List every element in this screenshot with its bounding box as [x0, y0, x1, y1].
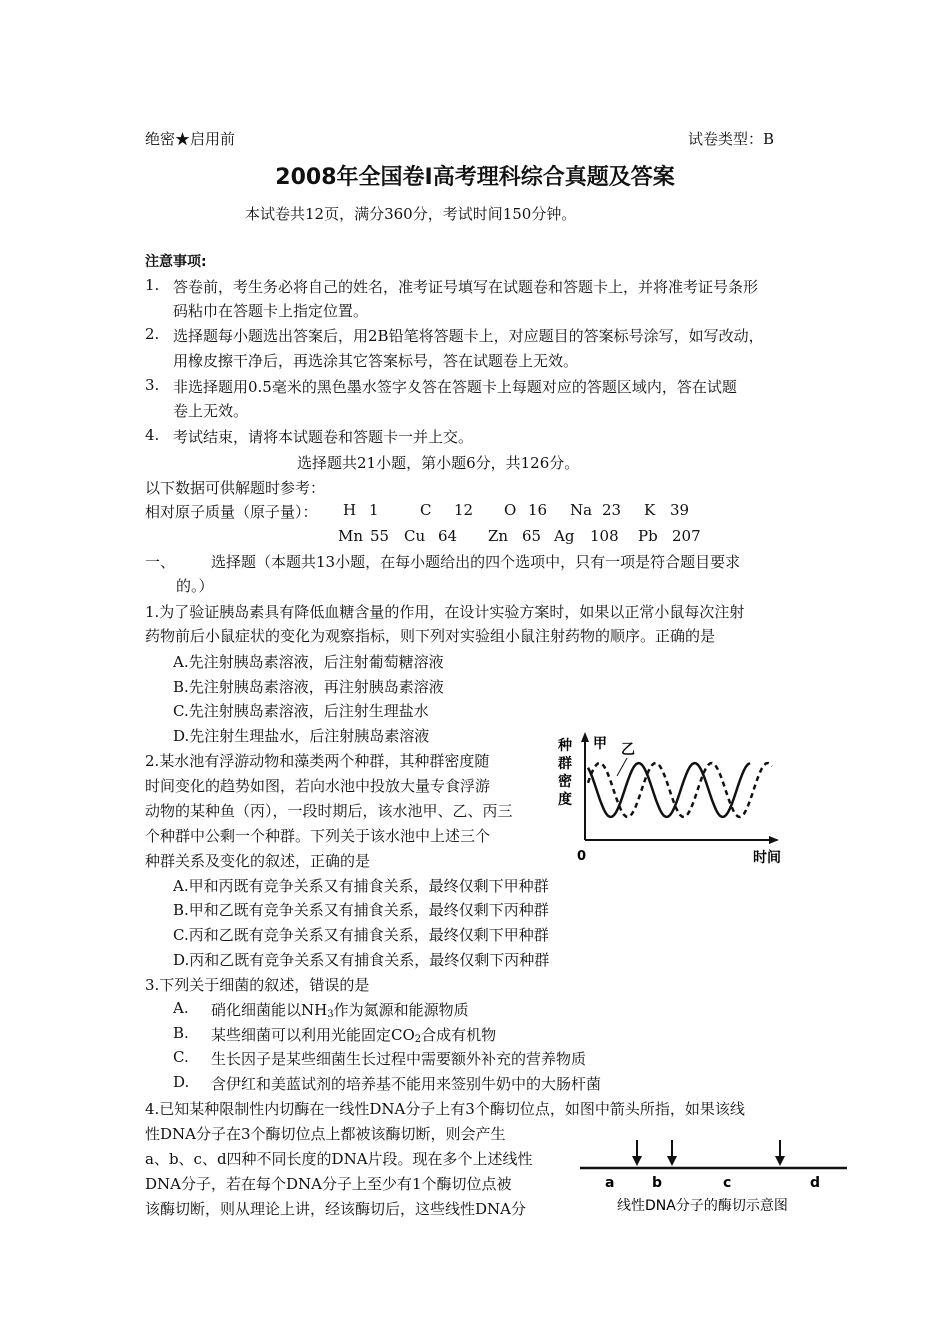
note-item: [145, 276, 759, 296]
dna-cut-diagram: [575, 1132, 855, 1222]
q3-option: [173, 999, 469, 1020]
q3-option: [173, 1048, 587, 1068]
q2-option: D.丙和乙既有竞争关系又有捕食关系，最终仅剩下丙种群: [173, 951, 550, 969]
series-a-label: 甲: [593, 736, 607, 752]
element-mass: 23: [602, 501, 622, 519]
option-letter: A.: [173, 999, 189, 1017]
element-mass: 1: [369, 501, 379, 519]
cut-site-arrow: [775, 1140, 785, 1166]
element-mass: 65: [522, 527, 542, 545]
page-subtitle: 本试卷共12页，满分360分，考试时间150分钟。: [245, 205, 577, 223]
q2-stem: 动物的某种鱼（丙），一段时期后，该水池甲、乙、丙三: [145, 802, 513, 820]
element-mass: 207: [672, 527, 701, 545]
y-axis-arrow: [581, 732, 589, 742]
option-text: 生长因子是某些细菌生长过程中需要额外补充的营养物质: [211, 1050, 587, 1068]
data-reference: 以下数据可供解题时参考：: [145, 479, 326, 497]
option-text: 硝化细菌能以$NH_3$作为氮源和能源物质: [211, 1001, 469, 1020]
option-text: 含伊红和美蓝试剂的培养基不能用来签别牛奶中的大肠杆菌: [211, 1075, 602, 1093]
paper-type: 试卷类型：B: [688, 130, 775, 148]
q2-stem: 种群关系及变化的叙述，正确的是: [145, 852, 371, 870]
q4-stem: DNA分子，若在每个DNA分子上至少有1个酶切位点被: [145, 1175, 512, 1193]
note-text-cont: 用橡皮擦干净后，再选涂其它答案标号，答在试题卷上无效。: [173, 352, 579, 370]
q4-stem: 性DNA分子在3个酶切位点上都被该酶切断，则会产生: [145, 1125, 506, 1143]
element-symbol: Na: [570, 501, 593, 519]
q1-option: B.先注射胰岛素溶液，再注射胰岛素溶液: [173, 678, 444, 696]
population-density-chart: [555, 728, 795, 868]
page-title: 2008年全国卷Ⅰ高考理科综合真题及答案: [275, 165, 675, 190]
element-symbol: Ag: [554, 527, 575, 545]
element-mass: 64: [438, 527, 458, 545]
element-symbol: Pb: [638, 527, 658, 545]
note-number: 3.: [145, 376, 160, 394]
q1-option: A.先注射胰岛素溶液，后注射葡萄糖溶液: [173, 653, 444, 671]
q4-stem: 该酶切断，则从理论上讲，经该酶切后，这些线性DNA分: [145, 1200, 526, 1218]
note-text: 答卷前，考生务必将自己的姓名，准考证号填写在试题卷和答题卡上，并将准考证号条形: [173, 278, 759, 296]
element-symbol: O: [504, 501, 517, 519]
notes-heading: 注意事项:: [145, 254, 207, 270]
q1-stem: 药物前后小鼠症状的变化为观察指标，则下列对实验组小鼠注射药物的顺序。正确的是: [145, 627, 716, 645]
diagram-caption: 线性DNA分子的酶切示意图: [617, 1198, 788, 1214]
q2-option: A.甲和丙既有竞争关系又有捕食关系，最终仅剩下甲种群: [173, 877, 549, 895]
cut-site-arrow: [632, 1140, 642, 1166]
note-item: [145, 376, 737, 396]
note-text-cont: 码粘巾在答题卡上指定位置。: [173, 302, 369, 320]
note-number: 2.: [145, 325, 160, 343]
y-axis-label: 度: [558, 792, 572, 808]
section-text: 选择题（本题共13小题，在每小题给出的四个选项中，只有一项是符合题目要求: [211, 553, 741, 571]
series-b-label: 乙: [621, 742, 635, 758]
cut-site-arrow: [667, 1140, 677, 1166]
x-axis-label: 时间: [753, 850, 781, 866]
note-item: [145, 426, 474, 446]
fragment-label-c: c: [723, 1175, 732, 1191]
section-number: 一、: [145, 553, 176, 571]
element-symbol: Zn: [488, 527, 509, 545]
y-axis-label: 密: [558, 774, 572, 790]
q4-stem: 4.已知某种限制性内切酶在一线性DNA分子上有3个酶切位点，如图中箭头所指，如果该线: [145, 1100, 745, 1118]
secret-label: 绝密★启用前: [145, 130, 236, 148]
q2-stem: 2.某水池有浮游动物和藻类两个种群，其种群密度随: [145, 752, 490, 770]
fragment-label-b: b: [652, 1175, 663, 1191]
note-text: 非选择题用0.5毫米的黑色墨水签字夊答在答题卡上每题对应的答题区域内，答在试题: [173, 378, 737, 396]
option-letter: C.: [173, 1048, 189, 1066]
element-symbol: C: [420, 501, 432, 519]
element-symbol: Cu: [404, 527, 426, 545]
element-symbol: H: [343, 501, 357, 519]
element-symbol: Mn: [338, 527, 364, 545]
note-text-cont: 卷上无效。: [173, 402, 249, 420]
fragment-label-a: a: [605, 1175, 615, 1191]
q2-option: C.丙和乙既有竞争关系又有捕食关系，最终仅剩下甲种群: [173, 926, 549, 944]
q2-option: B.甲和乙既有竞争关系又有捕食关系，最终仅剩下丙种群: [173, 901, 549, 919]
q1-stem: 1.为了验证胰岛素具有降低血糖含量的作用，在设计实验方案时，如果以正常小鼠每次注射: [145, 603, 745, 621]
q4-stem: a、b、c、d四种不同长度的DNA片段。现在多个上述线性: [145, 1150, 533, 1168]
element-mass: 16: [528, 501, 548, 519]
element-mass: 39: [670, 501, 690, 519]
option-letter: D.: [173, 1073, 190, 1091]
q3-option: [173, 1073, 602, 1093]
note-text: 考试结束，请将本试题卷和答题卡一并上交。: [173, 428, 474, 446]
element-mass: 12: [454, 501, 474, 519]
y-axis-label: 群: [558, 756, 572, 772]
x-axis-arrow: [769, 836, 779, 844]
option-text: 某些细菌可以利用光能固定$CO_2$合成有机物: [211, 1026, 497, 1045]
q1-option: D.先注射生理盐水，后注射胰岛素溶液: [173, 727, 430, 745]
section-text-cont: 的。）: [176, 577, 214, 595]
note-number: 1.: [145, 276, 160, 294]
element-mass: 108: [590, 527, 619, 545]
section-heading: [145, 551, 741, 572]
option-letter: B.: [173, 1024, 189, 1042]
fragment-label-d: d: [810, 1175, 821, 1191]
note-number: 4.: [145, 426, 160, 444]
series-b-pointer: [617, 758, 627, 776]
q2-stem: 个种群中公剩一个种群。下列关于该水池中上述三个: [145, 827, 491, 845]
element-symbol: K: [644, 501, 656, 519]
atomic-mass-label: 相对原子质量（原子量）：: [145, 503, 318, 521]
choice-summary: 选择题共21小题，第小题6分，共126分。: [297, 454, 580, 472]
element-mass: 55: [370, 527, 390, 545]
note-item: [145, 325, 764, 345]
q3-option: [173, 1024, 497, 1045]
q1-option: C.先注射胰岛素溶液，后注射生理盐水: [173, 702, 429, 720]
y-axis-label: 种: [558, 738, 572, 754]
note-text: 选择题每小题选出答案后，用2B铅笔将答题卡上，对应题目的答案标号涂写，如写改动，: [173, 327, 764, 345]
chart-origin: 0: [577, 849, 587, 864]
q3-stem: 3.下列关于细菌的叙述，错误的是: [145, 976, 370, 994]
q2-stem: 时间变化的趋势如图，若向水池中投放大量专食浮游: [145, 777, 491, 795]
